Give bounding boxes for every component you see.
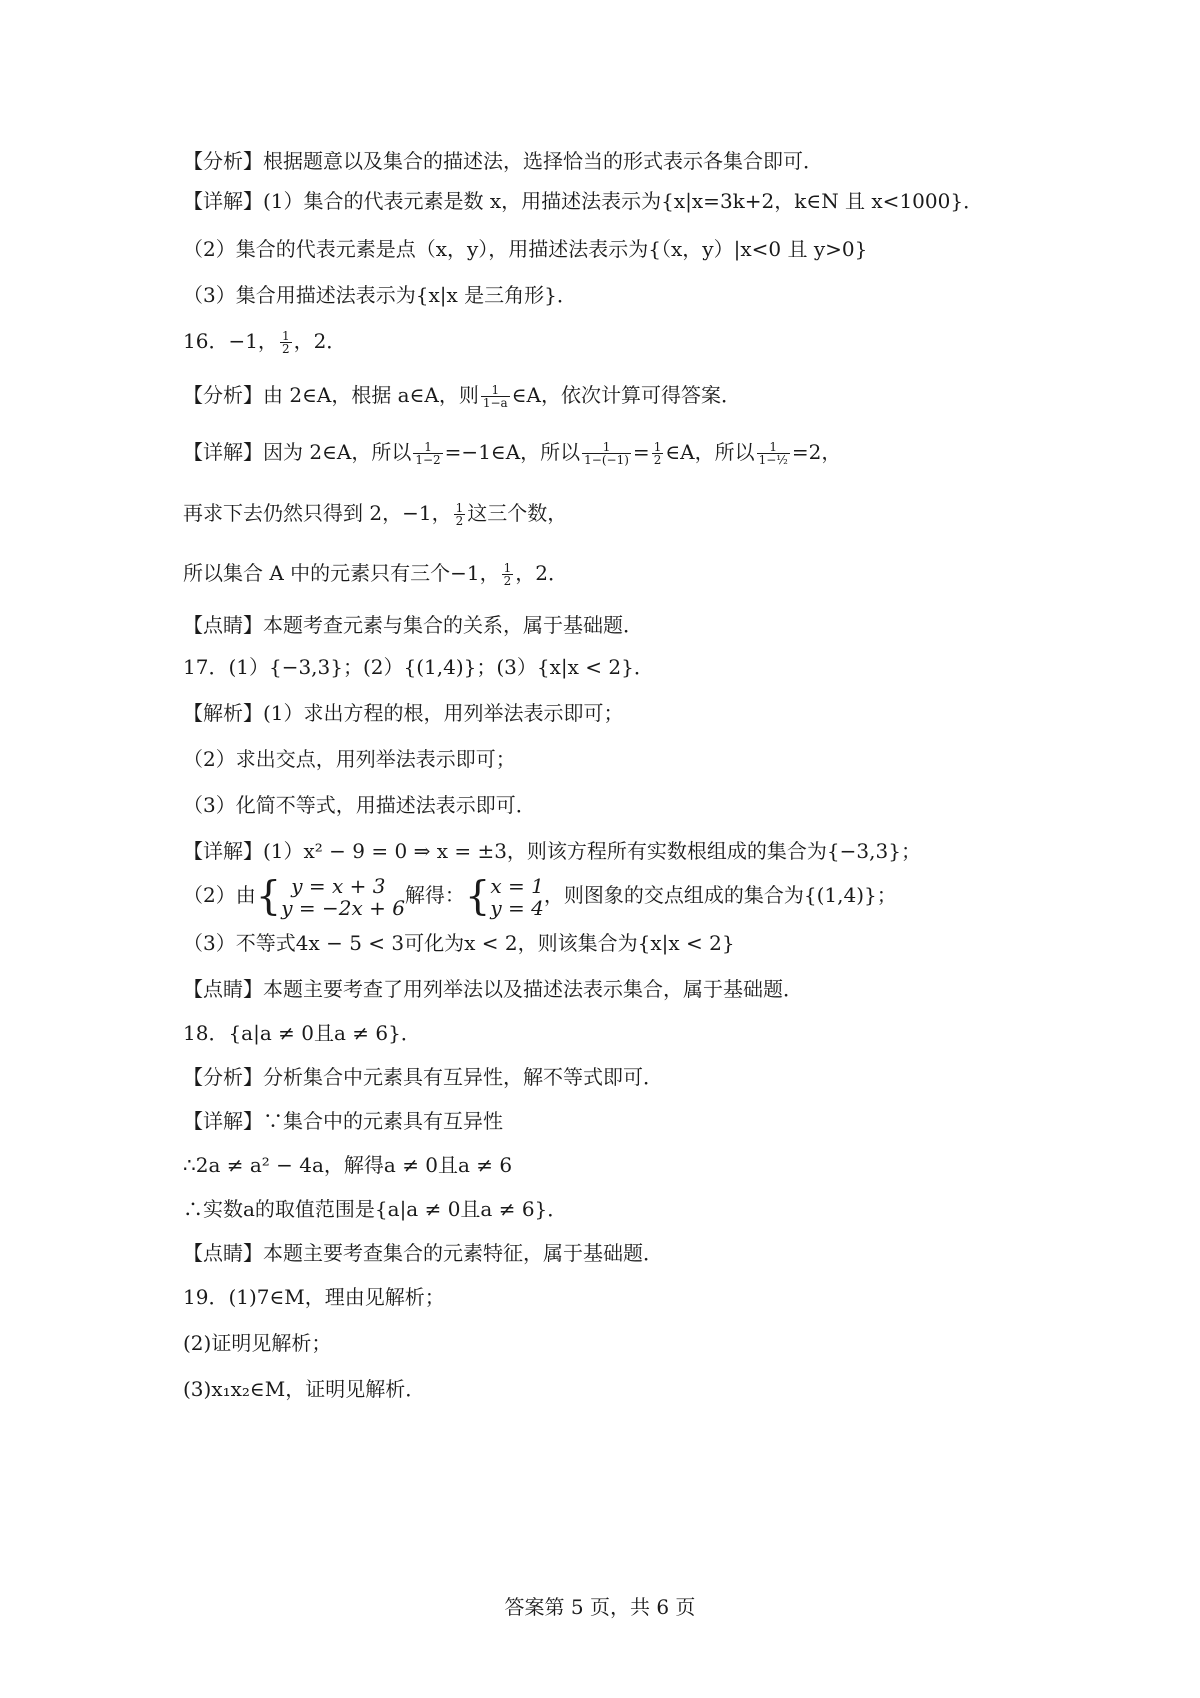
- q18-answer: 18．{a|a ≠ 0且a ≠ 6}．: [183, 1021, 421, 1045]
- q17-analysis-3: （3）化简不等式，用描述法表示即可．: [183, 793, 536, 817]
- fraction-denominator: 1−(−1): [584, 453, 629, 467]
- fraction-numerator: 1: [582, 441, 631, 454]
- fraction-numerator: 1: [503, 561, 512, 575]
- q16-answer-text-a: 16．−1，: [183, 329, 278, 353]
- fraction-1-over-1-minus-2: [413, 441, 442, 466]
- q16-analysis-text-b: ∈A，依次计算可得答案．: [511, 383, 741, 407]
- q17-detail-2: [183, 870, 1080, 920]
- fraction-denominator: 2: [281, 342, 290, 356]
- q18-detail-1: 【详解】∵集合中的元素具有互异性: [183, 1109, 503, 1133]
- q17-answer: 17．(1）{−3,3}；(2）{(1,4)}；(3）{x|x < 2}．: [183, 655, 654, 679]
- q17-detail-3: （3）不等式4x − 5 < 3可化为x < 2，则该集合为{x|x < 2}: [183, 931, 735, 955]
- q16-detail-cont-1: [183, 496, 1080, 530]
- q16-detail-text-c: =: [632, 440, 650, 464]
- fraction-half-c: [454, 502, 466, 527]
- equation-system-2: [490, 875, 544, 919]
- q17-analysis-1: 【解析】(1）求出方程的根，用列举法表示即可；: [183, 701, 624, 725]
- fraction-numerator: 1: [455, 501, 464, 515]
- system-eq-1: x = 1: [490, 873, 544, 898]
- q18-analysis: 【分析】分析集合中元素具有互异性，解不等式即可．: [183, 1065, 663, 1089]
- q15-analysis: 【分析】根据题意以及集合的描述法，选择恰当的形式表示各集合即可．: [183, 149, 823, 173]
- fraction-numerator: 1: [481, 384, 510, 397]
- q18-comment: 【点睛】本题主要考查集合的元素特征，属于基础题．: [183, 1241, 663, 1265]
- equation-system-1: [281, 875, 405, 919]
- q16-analysis-text-a: 【分析】由 2∈A，根据 a∈A，则: [183, 383, 479, 407]
- q19-answer-2: (2)证明见解析；: [183, 1331, 332, 1355]
- system-eq-2: y = 4: [490, 895, 544, 920]
- fraction-1-over-1-minus-a: [481, 384, 510, 409]
- q17-comment: 【点睛】本题主要考查了用列举法以及描述法表示集合，属于基础题．: [183, 977, 803, 1001]
- system-brace-icon: {: [464, 873, 491, 920]
- q16-detail: [183, 434, 1080, 470]
- q16-answer: [183, 324, 1080, 358]
- q16-detail-text-b: =−1∈A，所以: [444, 440, 581, 464]
- q15-detail-1: 【详解】(1）集合的代表元素是数 x，用描述法表示为{x|x=3k+2，k∈N 且 x<1000}．: [183, 189, 984, 213]
- q16-answer-text-b: ，2．: [293, 329, 347, 353]
- q16-cont1-text-b: 这三个数，: [467, 501, 568, 525]
- fraction-denominator: 1−2: [415, 453, 441, 467]
- fraction-1-over-1-minus-neg1: [582, 441, 631, 466]
- q16-comment: 【点睛】本题考查元素与集合的关系，属于基础题．: [183, 613, 643, 637]
- fraction-denominator: 2: [653, 453, 662, 467]
- q16-detail-cont-2: [183, 556, 1080, 590]
- q17-analysis-2: （2）求出交点，用列举法表示即可；: [183, 747, 516, 771]
- q17-detail-1: 【详解】(1）x² − 9 = 0 ⇒ x = ±3，则该方程所有实数根组成的集合为{−3,3}；: [183, 839, 921, 863]
- q16-detail-text-e: =2，: [791, 440, 842, 464]
- fraction-denominator: 1−½: [758, 453, 788, 467]
- fraction-numerator: 1: [653, 440, 662, 454]
- system-eq-1: y = x + 3: [291, 873, 386, 898]
- q18-detail-2: ∴2a ≠ a² − 4a，解得a ≠ 0且a ≠ 6: [183, 1153, 513, 1177]
- system-brace-icon: {: [255, 873, 282, 920]
- fraction-1-over-1-minus-half: [757, 441, 790, 466]
- fraction-half: [280, 330, 292, 355]
- q16-detail-text-d: ∈A，所以: [665, 440, 755, 464]
- fraction-numerator: 1: [413, 441, 442, 454]
- system-eq-2: y = −2x + 6: [281, 895, 405, 920]
- fraction-numerator: 1: [757, 441, 790, 454]
- q16-analysis: [183, 378, 1080, 412]
- q15-detail-2: （2）集合的代表元素是点（x，y），用描述法表示为{（x，y）|x<0 且 y>0}: [183, 237, 868, 261]
- q17-detail2-text-b: 解得：: [404, 883, 465, 907]
- fraction-half-b: [652, 441, 664, 466]
- page-footer: 答案第 5 页，共 6 页: [504, 1595, 696, 1619]
- fraction-denominator: 2: [455, 514, 464, 528]
- fraction-numerator: 1: [281, 329, 290, 343]
- q18-detail-3: ∴实数a的取值范围是{a|a ≠ 0且a ≠ 6}．: [183, 1197, 568, 1221]
- q16-detail-text-a: 【详解】因为 2∈A，所以: [183, 440, 412, 464]
- q17-detail2-text-a: （2）由: [183, 883, 256, 907]
- q17-detail2-text-c: ，则图象的交点组成的集合为{(1,4)}；: [543, 883, 897, 907]
- fraction-denominator: 2: [503, 574, 512, 588]
- q16-cont1-text-a: 再求下去仍然只得到 2，−1，: [183, 501, 452, 525]
- q16-cont2-text-b: ，2．: [515, 561, 569, 585]
- fraction-denominator: 1−a: [482, 396, 508, 410]
- q15-detail-3: （3）集合用描述法表示为{x|x 是三角形}．: [183, 283, 577, 307]
- q19-answer-3: (3)x₁x₂∈M，证明见解析．: [183, 1377, 426, 1401]
- q16-cont2-text-a: 所以集合 A 中的元素只有三个−1，: [183, 561, 500, 585]
- fraction-half-d: [502, 562, 514, 587]
- q19-answer-1: 19．(1)7∈M，理由见解析；: [183, 1285, 445, 1309]
